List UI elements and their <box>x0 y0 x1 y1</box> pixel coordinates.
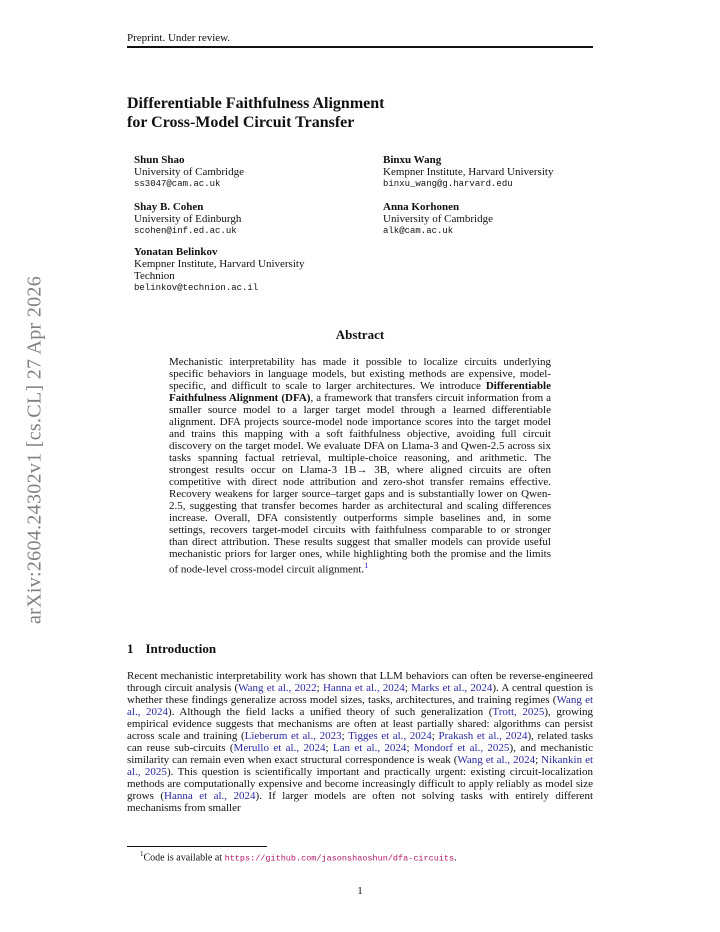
code-url-link[interactable]: https://github.com/jasonshaoshun/dfa-circuits <box>224 853 455 864</box>
text-run: ; <box>535 754 542 766</box>
page-number: 1 <box>357 885 363 897</box>
intro-paragraph <box>127 670 593 814</box>
citation-link[interactable]: Marks et al., 2024 <box>411 682 493 694</box>
author-block <box>134 201 241 237</box>
abstract-text: Mechanistic interpretability has made it possible to localize circuits underlying specific behaviors in language models, but existing methods are expensive, model-specific, and difficult to scale to larger architectures. We introduce <box>169 356 551 392</box>
title-line-1: Differentiable Faithfulness Alignment <box>127 95 385 112</box>
author-name: Anna Korhonen <box>383 201 460 213</box>
author-affiliation: Kempner Institute, Harvard University <box>134 258 305 270</box>
citation-link[interactable]: Wang et al., 2024 <box>127 694 594 718</box>
text-run: ). If larger models are often not solving tasks with entirely different mechanisms from smaller <box>127 790 593 814</box>
citation-link[interactable]: Lieberum et al., 2023 <box>244 730 342 742</box>
footnote <box>140 850 457 863</box>
text-run: ; <box>325 742 333 754</box>
text-run: ; <box>404 682 412 694</box>
author-email: scohen@inf.ed.ac.uk <box>134 226 237 236</box>
author-affiliation: University of Cambridge <box>383 213 493 225</box>
text-run: ). Although the field lacks a unified theory of such generalization ( <box>168 706 493 718</box>
text-run: ; <box>431 730 439 742</box>
footnote-marker[interactable]: 1 <box>364 561 369 570</box>
running-header: Preprint. Under review. <box>127 32 231 44</box>
author-block <box>383 154 553 190</box>
paper-title <box>127 94 527 132</box>
author-block <box>383 201 493 237</box>
author-name: Binxu Wang <box>383 154 442 166</box>
text-run: ), and mechanistic similarity can remain even when exact structural correspondence is weak ( <box>127 742 593 766</box>
footnote-number: 1 <box>140 850 144 858</box>
text-run: ), related tasks can reuse sub-circuits ( <box>127 730 594 754</box>
author-affiliation: Kempner Institute, Harvard University <box>383 166 554 178</box>
citation-link[interactable]: Hanna et al., 2024 <box>164 790 256 802</box>
citation-link[interactable]: Lan et al., 2024 <box>332 742 407 754</box>
text-run: ; <box>341 730 349 742</box>
text-run: ; <box>406 742 414 754</box>
author-email: binxu_wang@g.harvard.edu <box>383 179 513 189</box>
author-email: belinkov@technion.ac.il <box>134 283 259 293</box>
author-block <box>134 154 244 190</box>
text-run: Recent mechanistic interpretability work has shown that LLM behaviors can often be reverse-engineered through circuit analysis ( <box>127 670 593 694</box>
author-affiliation-2: Technion <box>134 270 175 282</box>
text-run: ). This question is scientifically important and practically urgent: existing circuit-localization methods are computationally expensive and become increasingly difficult to apply reliably as model size grows ( <box>127 766 593 802</box>
abstract-heading: Abstract <box>335 327 385 342</box>
author-email: alk@cam.ac.uk <box>383 226 454 236</box>
author-affiliation: University of Edinburgh <box>134 213 242 225</box>
citation-link[interactable]: Trott, 2025 <box>492 706 545 718</box>
arxiv-id-text: arXiv:2604.24302v1 [cs.CL] 27 Apr 2026 <box>23 275 46 625</box>
arxiv-stamp <box>20 260 50 640</box>
footnote-rule <box>127 846 267 847</box>
citation-link[interactable]: Merullo et al., 2024 <box>233 742 326 754</box>
author-name: Shay B. Cohen <box>134 201 204 213</box>
author-name: Yonatan Belinkov <box>134 246 218 258</box>
abstract-text: , a framework that transfers circuit information from a smaller source model to a larger target model through a learned differentiable alignment. DFA projects source-model node importance scores into the target model and trains this mapping with a soft faithfulness objective, avoiding full circuit discovery on the target model. We evaluate DFA on Llama-3 and Qwen-2.5 across six tasks spanning factual retrieval, multiple-choice reasoning, and arithmetic. The strongest results occur on Llama-3 1B→ 3B, where aligned circuits are often competitive with direct node attribution and zero-shot transfer remains effective. Recovery weakens for larger source–target gaps and is substantially lower on Qwen-2.5, suggesting that transfer becomes harder as architectural and scaling differences increase. Overall, DFA consistently outperforms simple baselines and, in some settings, recovers target-model circuits with faithfulness comparable to or stronger than direct attribution. These results suggest that smaller models can provide useful mechanistic priors for larger ones, while highlighting both the promise and the limits of node-level cross-model circuit alignment. <box>169 392 552 576</box>
author-email: ss3047@cam.ac.uk <box>134 179 221 189</box>
citation-link[interactable]: Hanna et al., 2024 <box>322 682 405 694</box>
title-line-2: for Cross-Model Circuit Transfer <box>127 114 355 131</box>
citation-link[interactable]: Prakash et al., 2024 <box>438 730 528 742</box>
abstract-body <box>169 356 551 576</box>
citation-link[interactable]: Mondorf et al., 2025 <box>413 742 510 754</box>
footnote-text: Code is available at <box>143 852 225 864</box>
section-heading <box>127 641 216 657</box>
header-rule <box>127 46 593 48</box>
text-run: ). A central question is whether these findings generalize across model sizes, tasks, architectures, and training regimes ( <box>127 682 594 706</box>
section-number: 1 <box>127 641 134 656</box>
citation-link[interactable]: Wang et al., 2024 <box>457 754 536 766</box>
abstract-method-name: Differentiable Faithfulness Alignment (DFA) <box>169 380 551 404</box>
citation-link[interactable]: Nikankin et al., 2025 <box>127 754 594 778</box>
author-name: Shun Shao <box>134 154 185 166</box>
footnote-end: . <box>454 852 457 864</box>
citation-link[interactable]: Tigges et al., 2024 <box>348 730 432 742</box>
text-run: ), growing empirical evidence suggests that mechanisms are often at least partially shared: algorithms can persist across scale and training ( <box>127 706 593 742</box>
section-title: Introduction <box>145 641 217 656</box>
author-block <box>134 246 304 294</box>
citation-link[interactable]: Wang et al., 2022 <box>238 682 317 694</box>
text-run: ; <box>316 682 323 694</box>
author-affiliation: University of Cambridge <box>134 166 244 178</box>
